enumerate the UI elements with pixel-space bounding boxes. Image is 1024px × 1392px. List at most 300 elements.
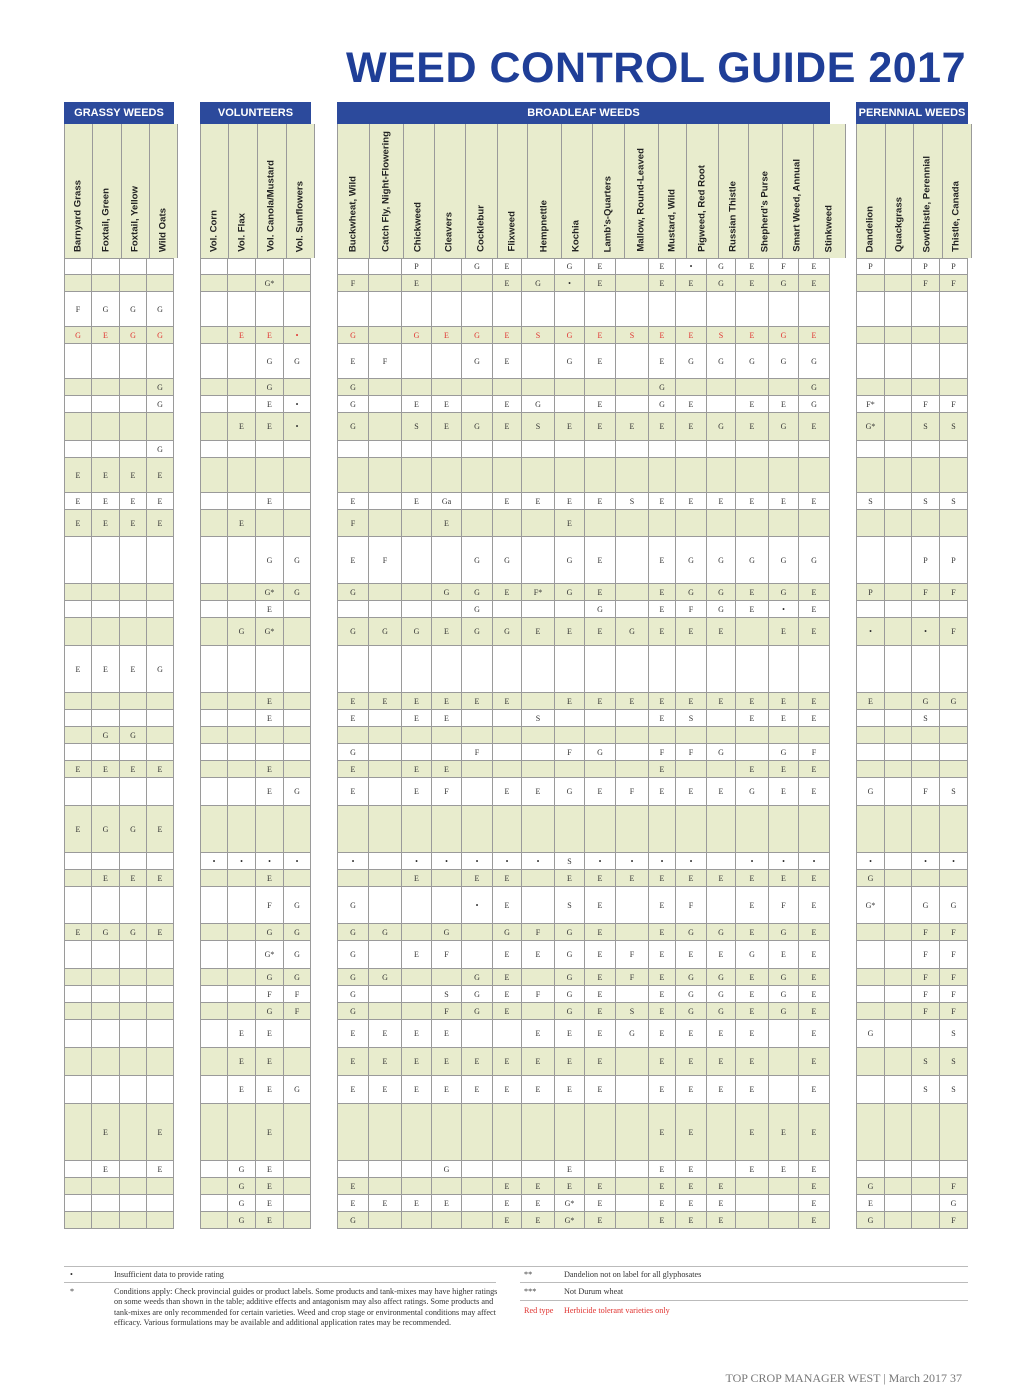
rating-cell: F — [522, 924, 555, 940]
table-row — [64, 413, 174, 441]
rating-cell — [369, 441, 402, 457]
rating-cell — [769, 441, 799, 457]
rating-cell — [228, 584, 256, 600]
rating-cell: G — [462, 986, 493, 1002]
rating-cell: E — [65, 510, 92, 536]
rating-cell — [885, 344, 912, 378]
rating-cell: E — [555, 1161, 585, 1177]
rating-cell: • — [402, 853, 432, 869]
rating-cell — [92, 969, 120, 985]
rating-cell — [707, 761, 736, 777]
rating-cell: G — [92, 727, 120, 743]
rating-cell: G — [769, 986, 799, 1002]
rating-cell — [369, 778, 402, 805]
rating-cell: P — [857, 584, 885, 600]
rating-cell — [493, 806, 522, 852]
rating-cell: • — [462, 853, 493, 869]
rating-cell: E — [799, 327, 830, 343]
rating-cell: E — [555, 870, 585, 886]
rating-cell: E — [585, 1212, 616, 1228]
rating-cell — [799, 292, 830, 326]
rating-cell — [120, 396, 147, 412]
rating-cell — [120, 1195, 147, 1211]
table-row — [856, 1020, 968, 1048]
rating-cell — [256, 292, 284, 326]
rating-cell: E — [555, 510, 585, 536]
rating-cell — [857, 646, 885, 692]
rating-cell: E — [555, 1076, 585, 1103]
rating-cell — [369, 727, 402, 743]
rating-cell — [284, 1161, 311, 1177]
rating-cell — [707, 292, 736, 326]
rating-cell: E — [493, 1076, 522, 1103]
rating-cell — [462, 1212, 493, 1228]
rating-cell — [912, 1161, 940, 1177]
rating-cell: E — [799, 1178, 830, 1194]
table-row — [337, 941, 830, 969]
rating-cell: F — [912, 941, 940, 968]
rating-cell: Ga — [432, 493, 462, 509]
table-body-grassy — [64, 258, 174, 1229]
rating-cell — [940, 327, 968, 343]
rating-cell: E — [92, 870, 120, 886]
rating-cell — [676, 458, 707, 492]
rating-cell: E — [402, 275, 432, 291]
rating-cell: S — [857, 493, 885, 509]
rating-cell: E — [147, 1104, 174, 1160]
rating-cell: G — [912, 693, 940, 709]
table-row — [64, 727, 174, 744]
rating-cell: E — [555, 1020, 585, 1047]
rating-cell: S — [616, 1003, 649, 1019]
table-row — [337, 778, 830, 806]
rating-cell: E — [522, 618, 555, 645]
rating-cell: G — [736, 941, 769, 968]
rating-cell: E — [649, 584, 676, 600]
rating-cell: E — [402, 493, 432, 509]
rating-cell — [649, 292, 676, 326]
rating-cell — [201, 941, 228, 968]
rating-cell — [201, 1178, 228, 1194]
rating-cell — [940, 344, 968, 378]
rating-cell — [120, 379, 147, 395]
rating-cell: E — [736, 986, 769, 1002]
rating-cell: F — [338, 275, 369, 291]
column-header — [287, 124, 315, 258]
legend-text-herbicide-tolerant: Herbicide tolerant varieties only — [564, 1306, 670, 1315]
rating-cell: G — [736, 344, 769, 378]
rating-cell — [65, 941, 92, 968]
table-row — [200, 646, 311, 693]
rating-cell — [799, 458, 830, 492]
rating-cell: E — [736, 1076, 769, 1103]
rating-cell: E — [707, 693, 736, 709]
rating-cell — [120, 601, 147, 617]
table-row — [200, 1104, 311, 1161]
rating-cell: E — [256, 413, 284, 440]
rating-cell: E — [649, 1048, 676, 1075]
table-row — [200, 806, 311, 853]
rating-cell: E — [92, 510, 120, 536]
column-header — [886, 124, 914, 258]
table-row — [200, 1195, 311, 1212]
rating-cell — [201, 1003, 228, 1019]
rating-cell: G — [585, 744, 616, 760]
rating-cell — [120, 618, 147, 645]
table-row — [64, 887, 174, 924]
rating-cell — [616, 275, 649, 291]
rating-cell: F — [284, 1003, 311, 1019]
table-row — [200, 458, 311, 493]
rating-cell — [462, 806, 493, 852]
table-row — [856, 806, 968, 853]
rating-cell — [912, 870, 940, 886]
rating-cell: E — [649, 259, 676, 274]
rating-cell: E — [555, 413, 585, 440]
rating-cell: F — [769, 259, 799, 274]
rating-cell: G — [284, 584, 311, 600]
rating-cell: E — [676, 1178, 707, 1194]
rating-cell — [912, 806, 940, 852]
rating-cell — [369, 744, 402, 760]
rating-cell: E — [369, 1020, 402, 1047]
table-row — [856, 1003, 968, 1020]
table-body-volunteers — [200, 258, 311, 1229]
rating-cell — [92, 413, 120, 440]
rating-cell: G — [555, 986, 585, 1002]
rating-cell: G — [338, 744, 369, 760]
rating-cell: E — [736, 1048, 769, 1075]
rating-cell: G — [369, 969, 402, 985]
rating-cell: G — [338, 379, 369, 395]
rating-cell: S — [707, 327, 736, 343]
table-row — [200, 396, 311, 413]
rating-cell: G — [338, 327, 369, 343]
rating-cell — [857, 969, 885, 985]
table-row — [337, 327, 830, 344]
column-header-label: Thistle, Canada — [950, 181, 962, 252]
rating-cell: E — [147, 1161, 174, 1177]
rating-cell — [462, 292, 493, 326]
column-header-label: Hempnettle — [538, 199, 550, 252]
rating-cell: G — [228, 1212, 256, 1228]
rating-cell — [92, 986, 120, 1002]
group-perennial — [856, 102, 968, 1229]
rating-cell — [65, 1003, 92, 1019]
table-row — [200, 870, 311, 887]
rating-cell — [555, 379, 585, 395]
rating-cell — [522, 510, 555, 536]
rating-cell — [885, 413, 912, 440]
rating-cell — [885, 1212, 912, 1228]
rating-cell — [65, 275, 92, 291]
rating-cell — [616, 344, 649, 378]
table-row — [856, 258, 968, 275]
rating-cell: E — [493, 584, 522, 600]
rating-cell — [522, 1104, 555, 1160]
table-row — [200, 275, 311, 292]
rating-cell: E — [256, 1161, 284, 1177]
rating-cell: S — [522, 710, 555, 726]
rating-cell — [402, 344, 432, 378]
rating-cell: G — [284, 924, 311, 940]
rating-cell — [857, 744, 885, 760]
column-header — [914, 124, 943, 258]
rating-cell — [147, 693, 174, 709]
rating-cell — [201, 744, 228, 760]
rating-cell — [92, 887, 120, 923]
rating-cell: E — [402, 1076, 432, 1103]
rating-cell: E — [676, 941, 707, 968]
rating-cell — [432, 870, 462, 886]
rating-cell — [92, 1076, 120, 1103]
rating-cell — [676, 441, 707, 457]
rating-cell: G — [338, 986, 369, 1002]
rating-cell: F — [912, 986, 940, 1002]
rating-cell: E — [799, 1076, 830, 1103]
rating-cell — [522, 761, 555, 777]
column-header-label: Catch Fly, Night-Flowering — [380, 131, 392, 252]
table-row — [856, 1076, 968, 1104]
rating-cell: E — [432, 618, 462, 645]
rating-cell — [338, 601, 369, 617]
rating-cell: E — [585, 887, 616, 923]
rating-cell — [201, 727, 228, 743]
rating-cell — [284, 727, 311, 743]
rating-cell: E — [402, 941, 432, 968]
rating-cell — [462, 1178, 493, 1194]
rating-cell — [147, 1048, 174, 1075]
rating-cell — [120, 537, 147, 583]
rating-cell — [885, 870, 912, 886]
rating-cell: E — [649, 1178, 676, 1194]
rating-cell — [585, 806, 616, 852]
rating-cell — [885, 853, 912, 869]
rating-cell: E — [707, 870, 736, 886]
group-volunteers — [200, 102, 311, 1229]
legend-symbol-triple-asterisk: *** — [524, 1287, 537, 1296]
rating-cell — [92, 778, 120, 805]
rating-cell: E — [736, 327, 769, 343]
rating-cell — [885, 379, 912, 395]
rating-cell — [284, 510, 311, 536]
rating-cell: G — [555, 924, 585, 940]
rating-cell: E — [585, 941, 616, 968]
rating-cell — [284, 618, 311, 645]
rating-cell: G — [284, 1076, 311, 1103]
rating-cell — [92, 1003, 120, 1019]
rating-cell: G — [369, 618, 402, 645]
rating-cell: E — [522, 778, 555, 805]
rating-cell — [885, 259, 912, 274]
rating-cell: F — [912, 275, 940, 291]
rating-cell — [256, 510, 284, 536]
column-header-label: Russian Thistle — [727, 181, 739, 252]
table-row — [337, 761, 830, 778]
rating-cell: E — [676, 1104, 707, 1160]
rating-cell: E — [585, 275, 616, 291]
rating-cell — [432, 344, 462, 378]
rating-cell: E — [462, 1048, 493, 1075]
table-row — [200, 618, 311, 646]
rating-cell — [616, 292, 649, 326]
rating-cell — [402, 510, 432, 536]
rating-cell: G — [120, 727, 147, 743]
rating-cell — [616, 396, 649, 412]
legend-text-conditions: Conditions apply: Check provincial guides or product labels. Some products and tank-mixes may have higher ratings on some weeds than shown in the table; additive effects and antagonism may also affect ratings. Some products and tank-mixes are only recommended for certain varieties. Weed and crop stage or environmental conditions may affect efficacy. Various formulations may be available and additional application rates may be recommended. — [114, 1287, 498, 1327]
rating-cell: E — [228, 1076, 256, 1103]
rating-cell: G — [92, 292, 120, 326]
rating-cell — [885, 693, 912, 709]
rating-cell — [284, 259, 311, 274]
table-row — [64, 1003, 174, 1020]
rating-cell — [736, 1178, 769, 1194]
rating-cell — [885, 458, 912, 492]
rating-cell: E — [736, 887, 769, 923]
column-headers-broadleaf — [337, 124, 835, 258]
table-row — [856, 275, 968, 292]
rating-cell — [912, 646, 940, 692]
rating-cell — [65, 778, 92, 805]
rating-cell — [228, 379, 256, 395]
rating-cell — [857, 292, 885, 326]
group-header-grassy: GRASSY WEEDS — [64, 102, 174, 124]
column-header-label: Chickweed — [412, 201, 424, 252]
rating-cell — [120, 778, 147, 805]
rating-cell — [147, 1076, 174, 1103]
rating-cell: G — [676, 537, 707, 583]
rating-cell: G — [256, 344, 284, 378]
rating-cell — [338, 259, 369, 274]
rating-cell — [147, 941, 174, 968]
rating-cell — [769, 1076, 799, 1103]
rating-cell — [885, 537, 912, 583]
rating-cell — [707, 458, 736, 492]
rating-cell: E — [799, 1104, 830, 1160]
table-row — [64, 379, 174, 396]
rating-cell: S — [555, 887, 585, 923]
rating-cell: G — [228, 1161, 256, 1177]
rating-cell — [201, 1076, 228, 1103]
rating-cell: F — [912, 1003, 940, 1019]
rating-cell: E — [555, 1178, 585, 1194]
table-row — [337, 258, 830, 275]
rating-cell — [201, 458, 228, 492]
rating-cell — [707, 441, 736, 457]
rating-cell: E — [707, 1178, 736, 1194]
table-row — [64, 806, 174, 853]
table-row — [64, 693, 174, 710]
rating-cell — [555, 727, 585, 743]
rating-cell: E — [649, 870, 676, 886]
rating-cell: E — [256, 778, 284, 805]
table-row — [337, 1076, 830, 1104]
rating-cell: E — [402, 1195, 432, 1211]
table-row — [200, 510, 311, 537]
column-header-label: Cleavers — [443, 211, 455, 252]
column-header — [593, 124, 625, 258]
rating-cell: E — [736, 601, 769, 617]
rating-cell — [147, 744, 174, 760]
rating-cell: G — [284, 941, 311, 968]
rating-cell — [522, 693, 555, 709]
rating-cell: E — [522, 1178, 555, 1194]
rating-cell: S — [940, 1048, 968, 1075]
rating-cell: E — [256, 1178, 284, 1194]
table-row — [64, 1195, 174, 1212]
rating-cell — [369, 806, 402, 852]
rating-cell: E — [736, 413, 769, 440]
rating-cell — [120, 441, 147, 457]
rating-cell: G* — [555, 1212, 585, 1228]
rating-cell — [284, 493, 311, 509]
rating-cell — [369, 601, 402, 617]
column-header-label: Foxtail, Green — [100, 188, 112, 252]
rating-cell: E — [799, 1020, 830, 1047]
rating-cell — [616, 924, 649, 940]
rating-cell: • — [462, 887, 493, 923]
rating-cell — [912, 1104, 940, 1160]
rating-cell: E — [120, 646, 147, 692]
table-row — [337, 1195, 830, 1212]
rating-cell — [462, 275, 493, 291]
rating-cell: G — [92, 924, 120, 940]
rating-cell: E — [120, 870, 147, 886]
rating-cell — [493, 458, 522, 492]
rating-cell — [228, 778, 256, 805]
rating-cell: E — [676, 1076, 707, 1103]
table-row — [856, 441, 968, 458]
rating-cell: E — [799, 941, 830, 968]
rating-cell — [940, 761, 968, 777]
rating-cell — [649, 458, 676, 492]
rating-cell: E — [769, 710, 799, 726]
rating-cell — [369, 379, 402, 395]
rating-cell: E — [432, 413, 462, 440]
rating-cell: G — [338, 618, 369, 645]
rating-cell — [885, 806, 912, 852]
column-header-label: Dandelion — [864, 205, 876, 252]
rating-cell: • — [769, 601, 799, 617]
column-header — [562, 124, 593, 258]
rating-cell: E — [585, 1003, 616, 1019]
rating-cell: E — [736, 924, 769, 940]
column-header-label: Mallow, Round-Leaved — [635, 148, 647, 252]
rating-cell — [201, 327, 228, 343]
rating-cell: E — [649, 761, 676, 777]
rating-cell: E — [769, 778, 799, 805]
rating-cell: G — [284, 344, 311, 378]
rating-cell — [857, 924, 885, 940]
rating-cell: F — [649, 744, 676, 760]
rating-cell: G — [120, 924, 147, 940]
rating-cell: E — [338, 778, 369, 805]
rating-cell — [228, 344, 256, 378]
rating-cell: E — [769, 396, 799, 412]
table-row — [337, 693, 830, 710]
table-row — [337, 853, 830, 870]
rating-cell — [799, 510, 830, 536]
rating-cell — [256, 727, 284, 743]
rating-cell — [65, 537, 92, 583]
table-row — [200, 1212, 311, 1229]
rating-cell: E — [65, 924, 92, 940]
rating-cell — [736, 458, 769, 492]
rating-cell — [857, 379, 885, 395]
rating-cell — [284, 693, 311, 709]
rating-cell: E — [676, 1195, 707, 1211]
rating-cell — [402, 379, 432, 395]
